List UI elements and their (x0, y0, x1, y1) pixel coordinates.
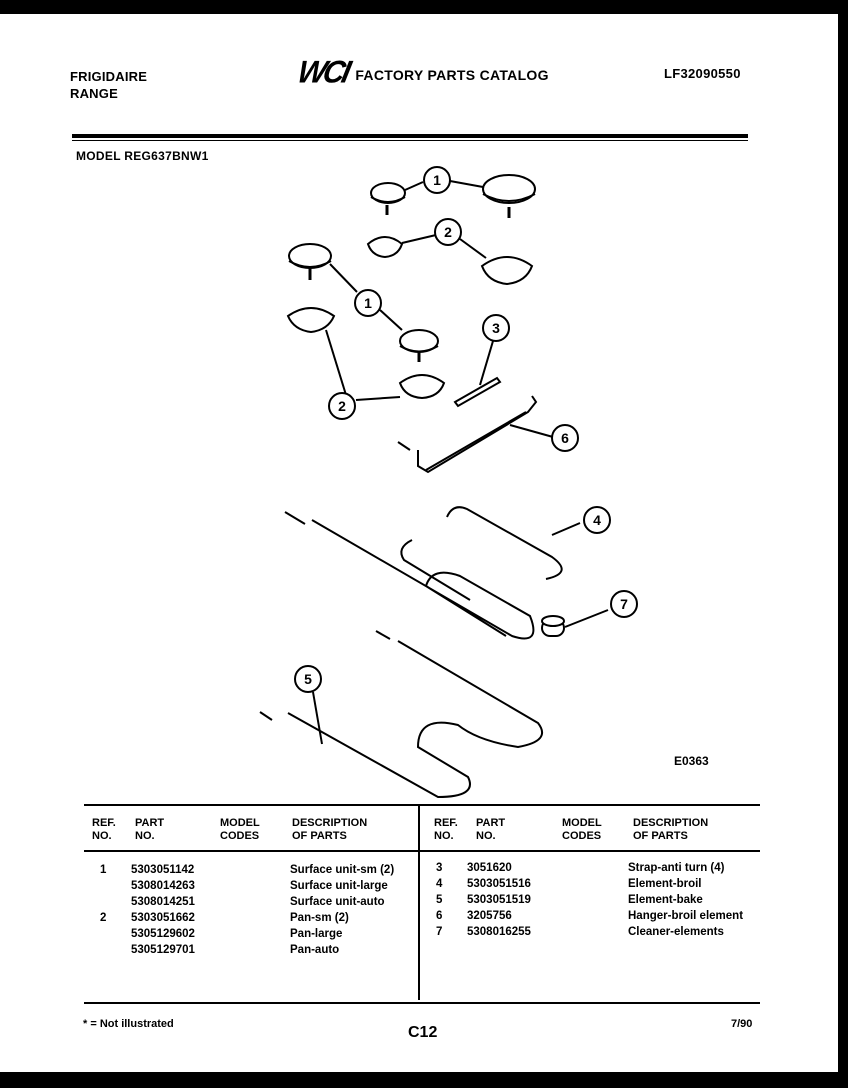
header-model-codes-right: MODEL CODES (562, 817, 602, 842)
header-model-codes: MODEL CODES (220, 817, 260, 842)
table-row: 5303051516 (467, 878, 531, 890)
table-row: 5303051662 (131, 912, 195, 924)
table-row: 5308014251 (131, 896, 195, 908)
table-column-divider (418, 804, 420, 1000)
brand-name: FRIGIDAIRE (70, 69, 148, 84)
svg-text:2: 2 (338, 398, 346, 414)
callout-4 (584, 507, 610, 533)
page-number: C12 (408, 1024, 438, 1041)
table-row: 5303051519 (467, 894, 531, 906)
svg-text:1: 1 (433, 172, 441, 188)
table-row: 5308014263 (131, 880, 195, 892)
table-row: 3205756 (467, 910, 512, 922)
catalog-page (0, 14, 838, 1072)
callout-3 (483, 315, 509, 341)
left-part-col (131, 862, 195, 958)
callout-6 (552, 425, 578, 451)
catalog-title: FACTORY PARTS CATALOG (355, 67, 549, 83)
svg-text:6: 6 (561, 430, 569, 446)
callout-2-mid (329, 393, 355, 419)
header-ref-no: REF. NO. (92, 817, 116, 842)
catalog-number: LF32090550 (664, 66, 741, 81)
wci-logo: WCI (294, 55, 352, 90)
callout-7 (611, 591, 637, 617)
table-row: 5308016255 (467, 926, 531, 938)
header-description: DESCRIPTION OF PARTS (292, 817, 368, 842)
left-desc-col: Surface unit-sm (2) Surface unit-large Surface unit-auto Pan-sm (2) Pan-large Pan-auto (290, 864, 395, 956)
callout-2-top (435, 219, 461, 245)
table-top-rule (84, 804, 760, 806)
right-desc-col: Strap-anti turn (4) Element-broil Element-bake Hanger-broil element Cleaner-elements (628, 862, 744, 938)
svg-text:1: 1 (364, 295, 372, 311)
svg-text:3: 3 (492, 320, 500, 336)
table-row: 3051620 (467, 862, 512, 874)
svg-text:2: 2 (444, 224, 452, 240)
svg-text:5: 5 (304, 671, 312, 687)
revision-date: 7/90 (731, 1018, 753, 1030)
diagram-code: E0363 (674, 754, 709, 768)
header-description-right: DESCRIPTION OF PARTS (633, 817, 709, 842)
header-part-no-right: PART NO. (476, 817, 506, 842)
product-type: RANGE (70, 86, 118, 101)
left-ref-col: 1 2 (100, 864, 107, 924)
footnote: * = Not illustrated (83, 1018, 174, 1030)
right-part-col (467, 860, 531, 940)
table-bottom-rule (84, 1002, 760, 1004)
table-row: 5305129701 (131, 944, 195, 956)
table-header-rule (84, 850, 760, 852)
right-ref-col: 3 4 5 6 7 (436, 862, 443, 938)
table-row: 5305129602 (131, 928, 195, 940)
table-row: 5303051142 (131, 864, 195, 876)
svg-text:7: 7 (620, 596, 628, 612)
header-ref-no-right: REF. NO. (434, 817, 458, 842)
callout-5 (295, 666, 321, 692)
model-number: MODEL REG637BNW1 (76, 149, 209, 163)
callout-1-top (424, 167, 450, 193)
header-part-no: PART NO. (135, 817, 165, 842)
callout-1-mid (355, 290, 381, 316)
svg-text:4: 4 (593, 512, 601, 528)
